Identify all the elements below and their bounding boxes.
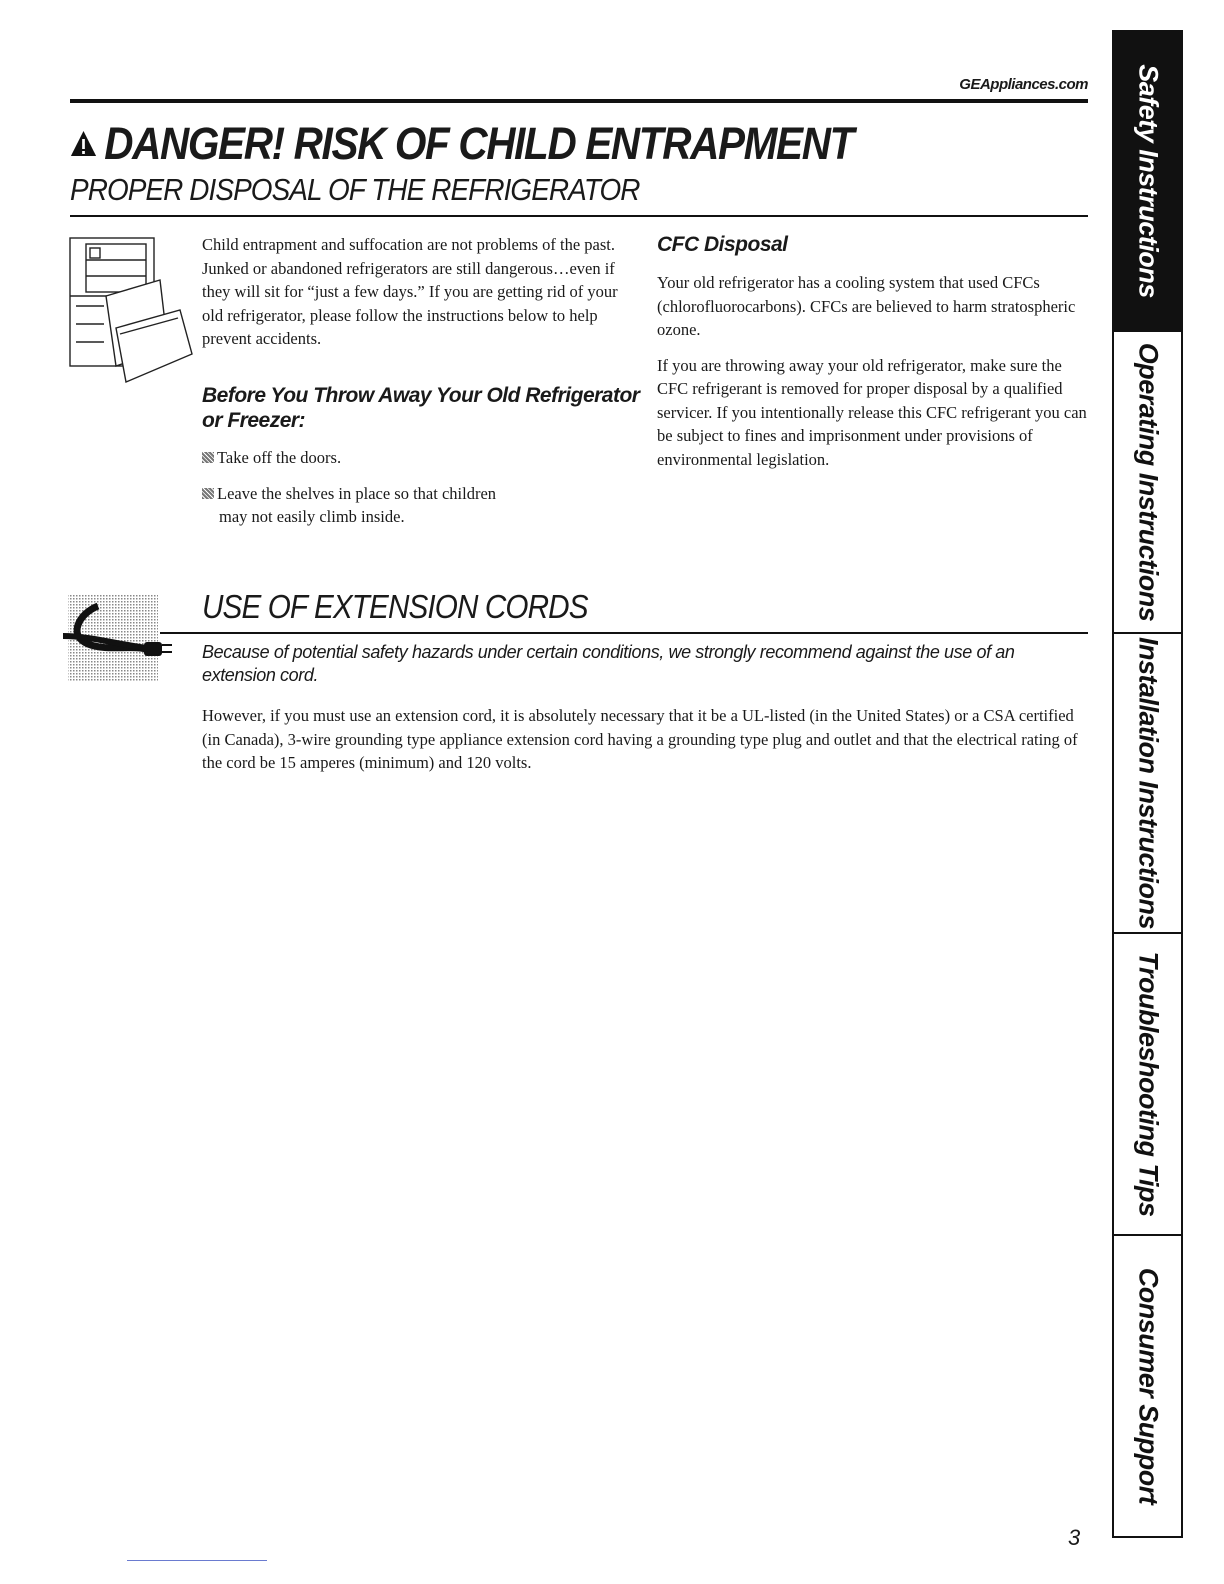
cfc-disposal-text <box>657 271 1089 483</box>
refrigerator-illustration <box>68 236 196 386</box>
header-rule <box>70 99 1088 103</box>
tab-operating-instructions[interactable]: Operating Instructions <box>1112 330 1183 634</box>
extension-body-text: However, if you must use an extension cord, it is absolutely necessary that it be a UL-listed (in the United States) or a CSA certified (in Canada), 3-wire grounding type appliance extension cord having a grounding type plug and outlet and that the electrical rating of the cord be 15 amperes (minimum) and 120 volts. <box>202 706 1078 772</box>
cfc-paragraph: Your old refrigerator has a cooling system that used CFCs (chlorofluorocarbons). CFCs are believed to harm stratospheric ozone. <box>657 273 1076 339</box>
footer-rule <box>127 1560 267 1561</box>
danger-title-text: DANGER! RISK OF CHILD ENTRAPMENT <box>104 118 853 169</box>
cfc-paragraph: If you are throwing away your old refrigerator, make sure the CFC refrigerant is removed for proper disposal by a qualified servicer. If you intentionally release this CFC refrigerant you can be subject to fines and imprisonment under provisions of environmental legislation. <box>657 355 1087 469</box>
website-url: GEAppliances.com <box>959 76 1088 93</box>
list-item: Take off the doors. <box>202 446 622 470</box>
extension-cords-heading: USE OF EXTENSION CORDS <box>202 588 588 625</box>
cfc-disposal-heading: CFC Disposal <box>657 233 788 256</box>
warning-triangle-icon <box>70 130 97 157</box>
extension-warning-lead: Because of potential safety hazards under certain conditions, we strongly recommend against the use of an extension cord. <box>202 642 1015 685</box>
tab-troubleshooting-tips[interactable]: Troubleshooting Tips <box>1112 932 1183 1236</box>
subtitle-rule <box>70 215 1088 217</box>
extension-rule <box>160 632 1088 634</box>
disposal-intro: Child entrapment and suffocation are not problems of the past. Junked or abandoned refrigerators are still dangerous…even if they will sit for “just a few days.” If you are getting rid of your old refrigerator, please follow the instructions below to help prevent accidents. <box>202 235 618 348</box>
danger-heading <box>70 118 853 170</box>
section-subtitle: PROPER DISPOSAL OF THE REFRIGERATOR <box>70 172 640 207</box>
extension-cord-illustration <box>58 592 178 686</box>
bullet-icon <box>202 452 214 463</box>
section-tabs <box>1112 30 1185 1538</box>
disposal-bullet-list <box>202 446 622 541</box>
tab-safety-instructions[interactable]: Safety Instructions <box>1112 30 1183 332</box>
page-number: 3 <box>1068 1525 1081 1550</box>
tab-installation-instructions[interactable]: Installation Instructions <box>1112 632 1183 934</box>
tab-consumer-support[interactable]: Consumer Support <box>1112 1234 1183 1538</box>
list-item: Leave the shelves in place so that children may not easily climb inside. <box>202 482 622 529</box>
before-throw-away-heading: Before You Throw Away Your Old Refrigerator or Freezer: <box>202 384 640 432</box>
bullet-icon <box>202 488 214 499</box>
